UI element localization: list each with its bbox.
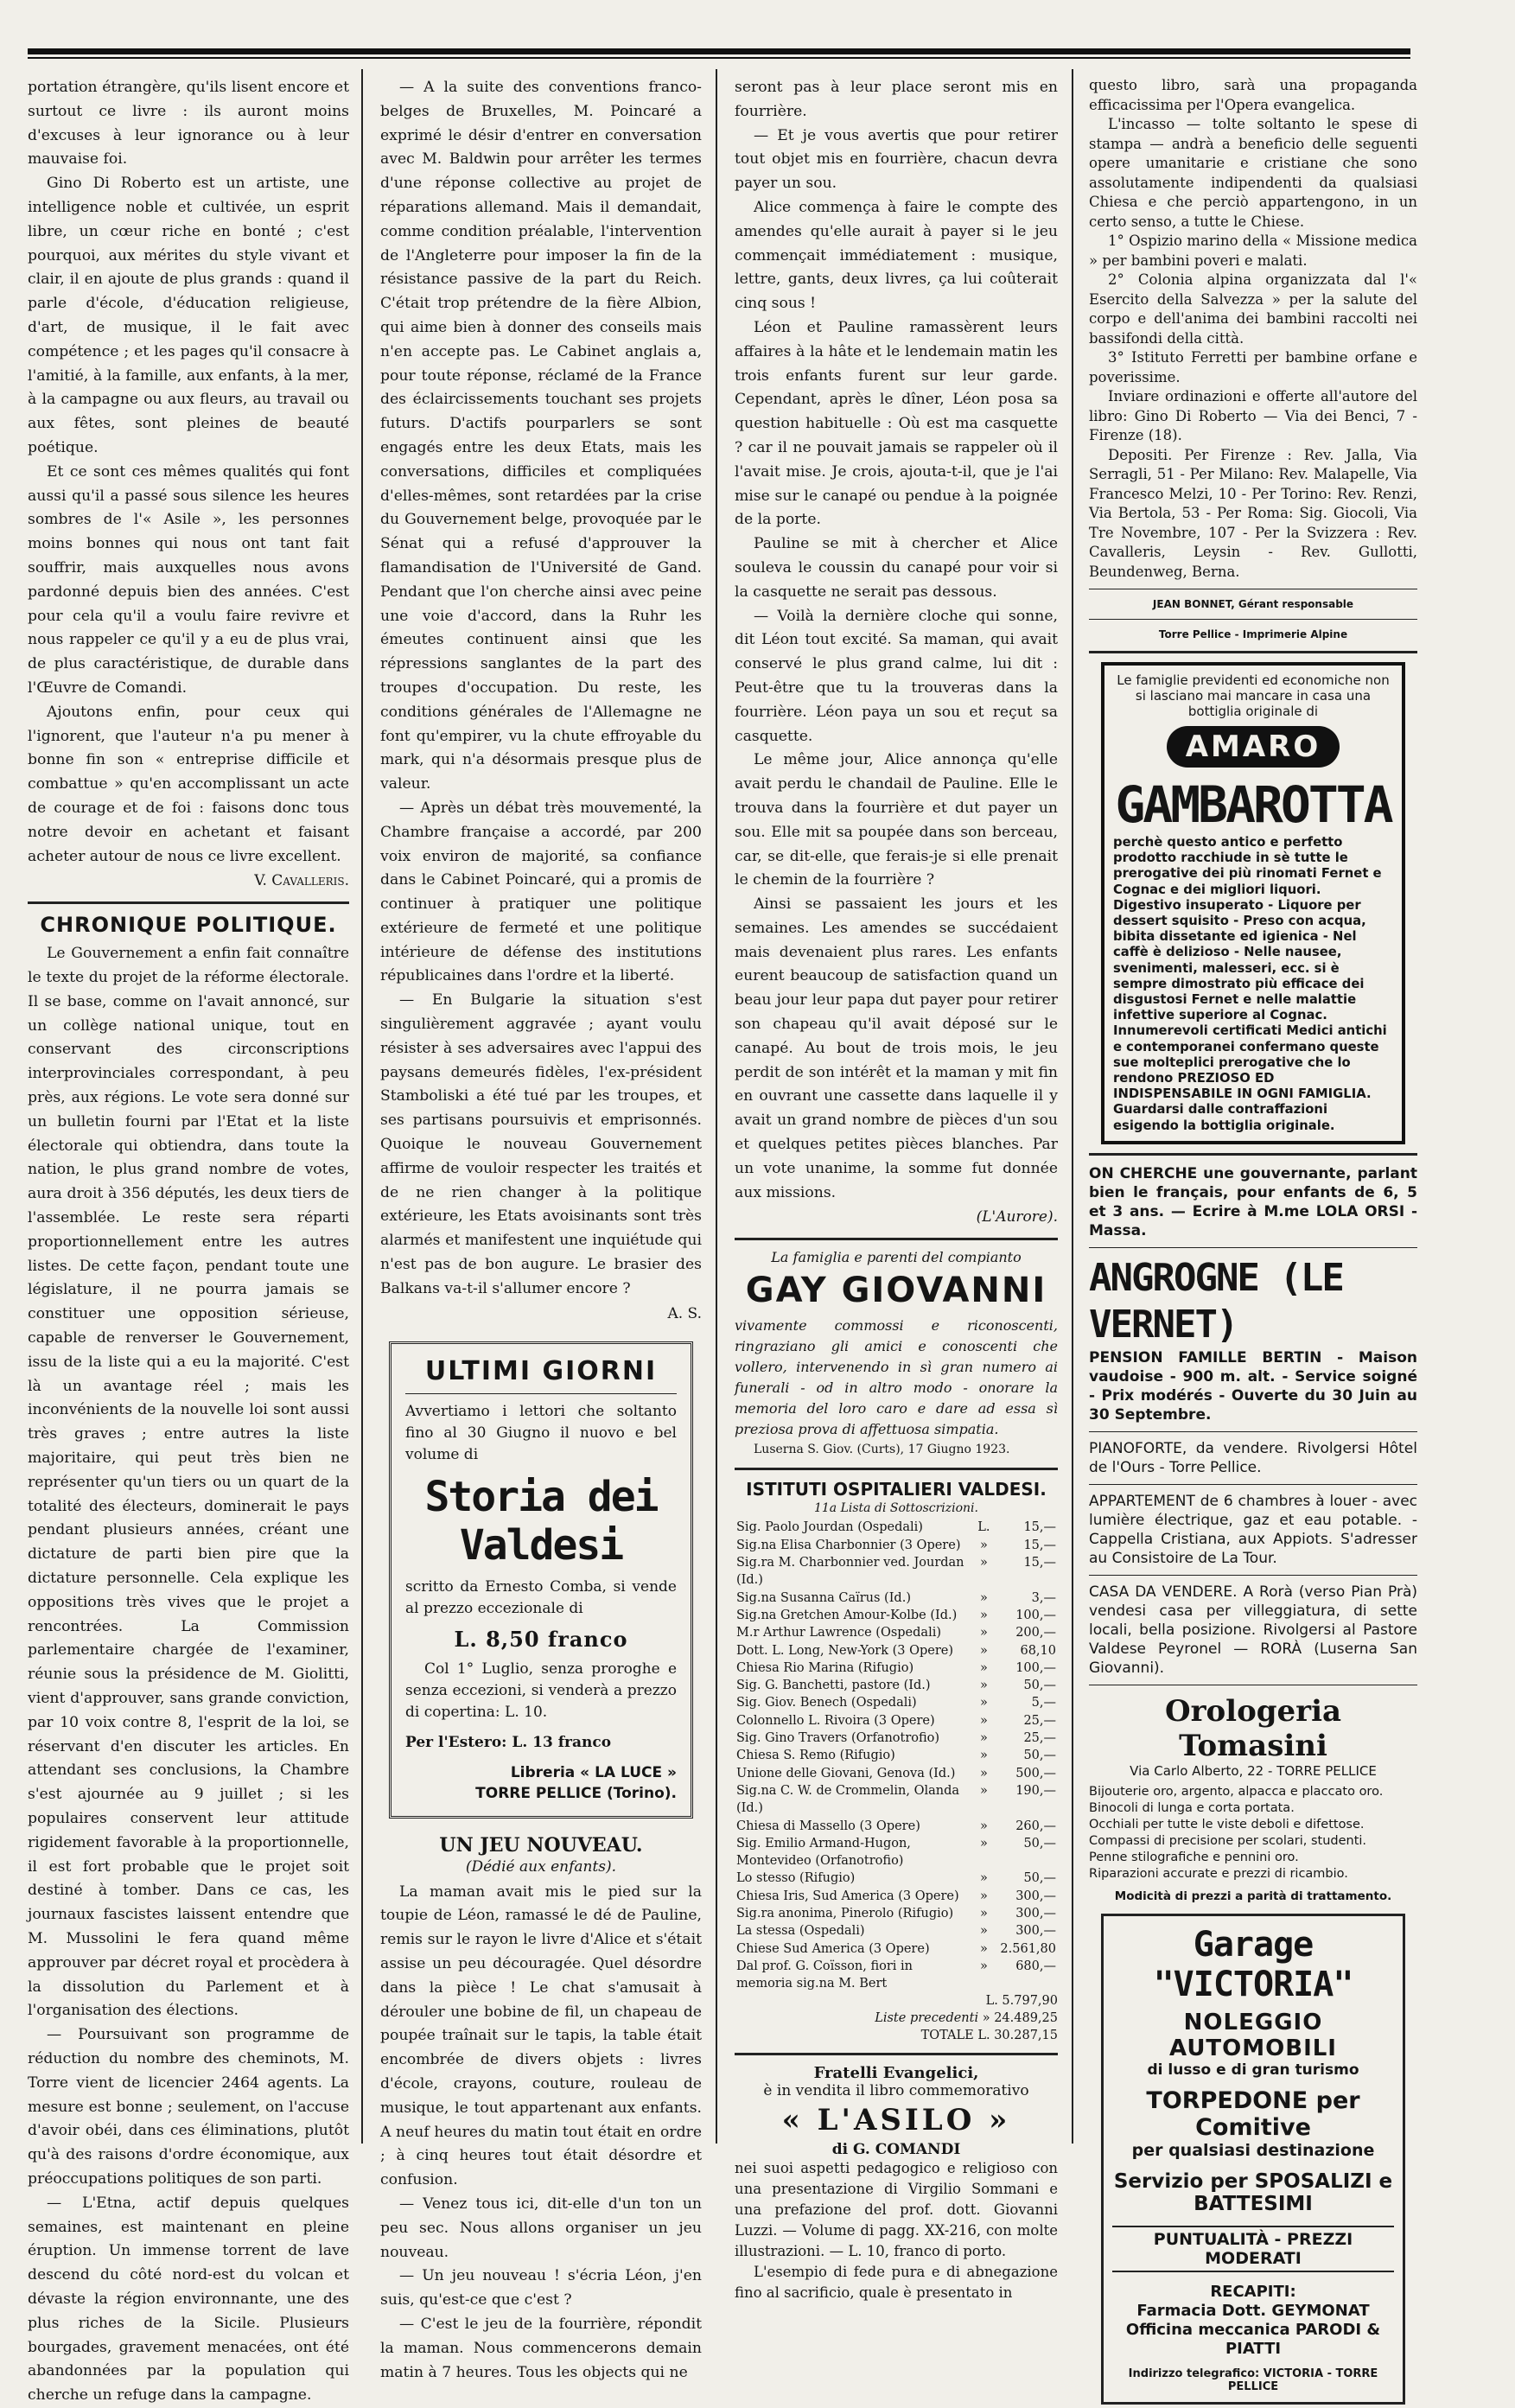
donor-cell: Sig.ra M. Charbonnier ved. Jourdan (Id.) [736,1556,964,1588]
book-author: di G. COMANDI [831,2141,961,2159]
paragraph: L'incasso — tolte soltanto le spese di stampa — andrà a beneficio delle seguenti opere umanitarie e cristiane che sono assolutamente indipendenti da qualsiasi Chiesa e che perciò appartengono, in un certo senso, a tutte le Chiese. [1089,116,1417,230]
table-row [735,1677,1058,1694]
table-row [735,1870,1058,1887]
currency-cell: » [979,1696,988,1710]
signature: A. S. [667,1304,702,1322]
table-row [735,1905,1058,1922]
currency-cell: L. [977,1520,990,1535]
currency-cell: » [979,1713,988,1728]
donor-cell: Chiese Sud America (3 Opere) [736,1941,930,1956]
donor-cell: Sig.na Gretchen Amour-Kolbe (Id.) [736,1608,958,1622]
amaro-ad [1101,662,1405,1144]
currency-cell: » [979,1731,988,1746]
paragraph: — En Bulgarie la situation s'est singulièrement aggravée ; ayant voulu résister à ses adversaires avec l'appui des paysans demeurés fidèles, l'ex-président Stamboliski a été tué par les troupes, et ses partisans poursuivis et emprisonnés. Quoique le nouveau Gouvernement affirme de vouloir respecter les traités et de ne rien changer à la politique extérieure, les Etats avoisinants sont très alarmés et manifestent une inquiétude qui n'est pas de bon augure. Le brasier des Balkans va-t-il s'allumer encore ? [380,991,702,1297]
table-row [735,1554,1058,1589]
paragraph: La maman avait mis le pied sur la toupie de Léon, ramassé le dé de Pauline, remis sur le rayon le livre d'Alice et s'était assise un peu découragée. Quel désordre dans la pièce ! Le chat s'amusait à dérouler une bobine de fil, un chapeau de poupée traînait sur le tapis, la table était encombrée de divers objets : livres d'école, crayons, couture, rouleau de musique, le tout appartenant aux enfants. A neuf heures du matin tout était en ordre ; à cinq heures tout était désordre et confusion. [380,1882,702,2189]
currency-cell: » [979,1626,988,1640]
table-row [735,1694,1058,1711]
donor-cell: Chiesa Rio Marina (Rifugio) [736,1660,914,1675]
ad-heading: Garage "VICTORIA" [1153,1924,1353,2004]
currency-cell: » [979,1538,988,1552]
total-label: TOTALE [920,2029,974,2043]
section-title: CHRONIQUE POLITIQUE. [40,913,337,938]
ad-appartement: APPARTEMENT de 6 chambres à louer - avec lumière électrique, gaz et eau potable. - Cappella Cristiana, aux Appiots. S'adresser au Consistoire de La Tour. [1089,1492,1417,1567]
ad-line: Occhiali per tutte le viste deboli e difettose. [1089,1817,1365,1831]
previous-lists-value: » 24.489,25 [982,2011,1058,2026]
table-row [735,1782,1058,1818]
currency-cell: » [979,1608,988,1622]
section-divider [1089,1153,1417,1156]
ad-text: scritto da Ernesto Comba, si vende al prezzo eccezionale di [405,1577,677,1617]
currency-cell: » [979,1819,988,1833]
amount-cell: 25,— [1023,1713,1056,1728]
donor-cell: Sig.na C. W. de Crommelin, Olanda (Id.) [736,1783,960,1816]
list-title: ISTITUTI OSPITALIERI VALDESI. [746,1479,1047,1500]
classified-ads [1089,1164,1417,1903]
ultimi-giorni-ad [389,1341,693,1819]
amount-cell: 15,— [1023,1538,1056,1552]
paragraph: Le Gouvernement a enfin fait connaître le texte du projet de la réforme électorale. Il se base, comme on l'avait annoncé, sur un collège national unique, tout en conservant des circonscriptions interprovinciales correspondant, à peu près, aux régions. Le vote sera donné sur un bulletin fourni par l'Etat et la liste électorale qui obtiendra, dans toute la nation, le plus grand nombre de votes, aura droit à 356 députés, les deux tiers de l'assemblée. Le reste sera réparti proportionnellement entre les autres listes. De cette façon, pendant toute une législature, il ne pourra jamais se constituer une opposition sérieuse, capable de renverser le Gouvernement, issu de la liste qui a eu la majorité. C'est là un avantage réel ; mais les inconvénients de la nouvelle loi sont aussi très graves ; entre autres la liste majoritaire, qui peut très bien ne représenter qu'un tiers ou un quart de la totalité des électeurs, dominerait le pays pendant plusieurs années, créant une dictature de parti bien pire que la dictature personnelle. Cela explique les oppositions très vives que le projet a rencontrées. La Commission parlementaire chargée de l'examiner, réunie sous la présidence de M. Giolitti, vient d'approuver, sans grande conviction, par 10 voix contre 8, l'esprit de la loi, se réservant d'en discuter les articles. En attendant ses conclusions, la Chambre s'est ajournée au 9 juillet ; si les populaires conservent leur attitude rigidement favorable à la proportionnelle, il est fort probable que le projet soit destiné à tomber. Dans ce cas, les journaux fascistes laissent entendre que M. Mussolini le fera quand même approuver par décret royal et procèdera à la dissolution du Parlement et à l'organisation des élections. [28,945,349,2020]
divider [1089,1484,1417,1485]
top-rule-thin [28,57,1410,59]
donor-cell: Sig.na Susanna Caïrus (Id.) [736,1590,911,1605]
table-row [735,1888,1058,1905]
paragraph: — Après un débat très mouvementé, la Chambre française a accordé, par 200 voix environ de majorité, sa confiance dans le Cabinet Poincaré, qui a promis de continuer à pratiquer une politique extérieure de fermeté et une politique intérieure de défense des institutions républicaines dans l'ordre et la liberté. [380,799,702,985]
amount-cell: 15,— [1023,1556,1056,1570]
obituary-place: Luserna S. Giov. (Curts), 17 Giugno 1923. [754,1443,1010,1457]
currency-cell: » [979,1749,988,1763]
section-divider [28,901,349,904]
amount-cell: 300,— [1015,1924,1056,1939]
amount-cell: 260,— [1015,1819,1056,1833]
top-rule [28,48,1410,54]
currency-cell: » [979,1643,988,1658]
paragraph: Gino Di Roberto est un artiste, une intelligence noble et cultivée, un esprit libre, un cœur riche en bonté ; c'est pourquoi, aux mérites du style vivant et clair, il en ajoute de plus grands : quand il parle d'école, d'éducation religieuse, d'art, de musique, il le fait avec compétence ; et les pages qu'il consacre à l'amitié, à la famille, aux enfants, à la mer, à la campagne ou aux fleurs, au travail ou aux fêtes, sont pleines de beauté poétique. [28,175,349,456]
section-divider [735,1238,1058,1240]
garage-victoria-ad [1101,1914,1405,2405]
currency-cell: » [979,1871,988,1886]
donor-cell: Colonnello L. Rivoira (3 Opere) [736,1713,935,1728]
paragraph: 2° Colonia alpina organizzata dal l'« Esercito della Salvezza » per la salute del corpo e dell'anima dei bambini raccolti nei bassifondi della città. [1089,271,1417,347]
currency-cell: » [979,1906,988,1921]
price: L. 8,50 franco [454,1626,628,1652]
currency-cell: » [979,1783,988,1798]
paragraph: Ajoutons enfin, pour ceux qui l'ignorent, que l'auteur n'a pu mener à bonne fin son « entreprise difficile et combattue » qu'en accomplissant un acte de courage et de foi : faisons donc tous notre devoir en achetant et faisant acheter autour de nous ce livre excellent. [28,703,349,865]
ad-line: di lusso e di gran turismo [1147,2061,1359,2079]
ad-line: Penne stilografiche e pennini oro. [1089,1850,1299,1864]
donor-cell: M.r Arthur Lawrence (Ospedali) [736,1626,941,1640]
paragraph: seront pas à leur place seront mis en fourrière. [735,79,1058,120]
ad-heading: Fratelli Evangelici, [813,2064,979,2083]
ad-line: TORPEDONE per Comitive [1146,2086,1360,2141]
brand-name: GAMBAROTTA [1115,775,1391,834]
ad-heading: ANGROGNE (LE VERNET) [1089,1255,1343,1347]
currency-cell: » [979,1941,988,1956]
paragraph: — Venez tous ici, dit-elle d'un ton un peu sec. Nous allons organiser un jeu nouveau. [380,2195,702,2261]
ad-text: nei suoi aspetti pedagogico e religioso con una presentazione di Virgilio Sommani e una prefazione del prof. dott. Giovanni Luzzi. — Volume di pagg. XX-216, con molte illustrazioni. — L. 10, franco di porto. [735,2160,1058,2260]
table-row [735,1712,1058,1730]
amount-cell: 50,— [1023,1749,1056,1763]
donor-cell: Dott. L. Long, New-York (3 Opere) [736,1643,954,1658]
price-abroad: Per l'Estero: L. 13 franco [405,1733,612,1751]
amount-cell: 300,— [1015,1889,1056,1903]
donor-cell: Unione delle Giovani, Genova (Id.) [736,1766,956,1781]
ad-heading: Orologeria Tomasini [1164,1693,1342,1763]
table-row [735,1589,1058,1607]
table-row [735,1765,1058,1782]
signature: V. Cavalleris. [254,872,349,890]
currency-cell: » [979,1590,988,1605]
ad-line: Officina meccanica PARODI & PIATTI [1125,2320,1381,2358]
donor-cell: Lo stesso (Rifugio) [736,1871,856,1886]
column-4 [1089,76,1417,2393]
book-title: « L'ASILO » [781,2103,1011,2138]
currency-cell: » [979,1679,988,1693]
ad-address: Via Carlo Alberto, 22 - TORRE PELLICE [1130,1762,1377,1779]
amount-cell: 5,— [1031,1696,1056,1710]
ad-text: è in vendita il libro commemorativo [763,2082,1029,2100]
paragraph: Et ce sont ces mêmes qualités qui font aussi qu'il a passé sous silence les heures sombres de l'« Asile », les personnes moins bonnes qui nous ont tant fait souffrir, mais auxquelles nous avons pardonné depuis bien des années. C'est pour cela qu'il a voulu faire revivre et nous rappeler ce qu'il y a eu de plus vrai, de plus caractéristique, de durable dans l'Œuvre de Comandi. [28,462,349,697]
publisher-line: JEAN BONNET, Gérant responsable [1152,598,1354,610]
paragraph: Alice commença à faire le compte des amendes qu'elle aurait à payer si le jeu commençait immédiatement : musique, lettre, gants, deux livres, ça lui coûterait cinq sous ! [735,198,1058,313]
paragraph: — A la suite des conventions franco-belges de Bruxelles, M. Poincaré a exprimé le désir d'entrer en conversation avec M. Baldwin pour arrêter les termes d'une réponse collective au projet de réparations allemand. Mais il demandait, comme condition préalable, l'intervention de l'Angleterre pour imposer la fin de la résistance passive de la part du Reich. C'était trop prétendre de la fière Albion, qui aime bien à donner des conseils mais n'en accepte pas. Le Cabinet anglais a, pour toute réponse, réclamé de la France des éclaircissements touchant ses projets futurs. D'actifs pourparlers se sont engagés entre les deux Etats, mais les conversations, difficiles et compliquées d'elles-mêmes, sont retardées par la crise du Gouvernement belge, provoquée par le Sénat qui a refusé d'approuver la flamandisation de l'Université de Gand. Pendant que l'on cherche ainsi avec peine une voie d'accord, dans la Ruhr les émeutes continuent ainsi que les répressions sanglantes de la part des troupes d'occupation. Du reste, les conditions générales de l'Allemagne ne font qu'empirer, vu la chute effroyable du mark, qui n'a désormais presque plus de valeur. [380,79,702,793]
donor-cell: Dal prof. G. Coïsson, fiori in memoria sig.na M. Bert [736,1959,913,1991]
divider [1089,1431,1417,1432]
ad-line: Servizio per SPOSALIZI e BATTESIMI [1113,2169,1393,2215]
currency-cell: » [979,1959,988,1973]
amount-cell: 200,— [1015,1626,1056,1640]
currency-cell: » [979,1889,988,1903]
donor-cell: Sig. G. Banchetti, pastore (Id.) [736,1679,931,1693]
paragraph: Le même jour, Alice annonça qu'elle avait perdu le chandail de Pauline. Elle le trouva dans la fourrière et dut payer un sou. Elle mit sa poupée dans son berceau, car, se dit-elle, que ferais-je si elle prenait le chemin de la fourrière ? [735,751,1058,889]
paragraph: — C'est le jeu de la fourrière, répondit la maman. Nous commencerons demain matin à 7 heures. Tous les objects qui ne [380,2315,702,2381]
paragraph: — Un jeu nouveau ! s'écria Léon, j'en suis, qu'est-ce que c'est ? [380,2267,702,2309]
currency-cell: » [979,1660,988,1675]
paragraph: portation étrangère, qu'ils lisent encore et surtout ce livre : ils auront moins d'excuses à leur ignorance ou à leur mauvaise foi. [28,79,349,169]
donor-cell: Sig. Gino Travers (Orfanotrofio) [736,1731,940,1746]
obituary-text: vivamente commossi e riconoscenti, ringraziano gli amici e conoscenti che vollero, intervenendo in sì gran numero ai funerali - od in altro modo - onorare la memoria del loro caro e dare ad essa sì preziosa prova di affettuosa simpatia. [735,1317,1058,1438]
amount-cell: 50,— [1023,1679,1056,1693]
ad-line: NOLEGGIO AUTOMOBILI [1169,2009,1337,2061]
ad-text: Col 1° Luglio, senza proroghe e senza eccezioni, si venderà a prezzo di copertina: L. 10. [405,1659,677,1721]
amount-cell: 3,— [1031,1590,1056,1605]
paragraph: — Et je vous avertis que pour retirer tout objet mis en fourrière, chacun devra payer un sou. [735,126,1058,193]
previous-lists [735,2010,1058,2027]
ad-casa: CASA DA VENDERE. A Rorà (verso Pian Prà) vendesi casa per villeggiatura, di sette locali, bella posizione. Rivolgersi al Pastore Valdese Peyronel — RORÀ (Luserna San Giovanni). [1089,1583,1417,1677]
paragraph: questo libro, sarà una propaganda efficacissima per l'Opera evangelica. [1089,77,1417,113]
paragraph: Léon et Pauline ramassèrent leurs affaires à la hâte et le lendemain matin les trois enfants furent sur leur garde. Cependant, après le dîner, Léon posa sa question habituelle : Où est ma casquette ? car il ne pouvait jamais se rappeler où il l'avait mise. Je crois, ajouta-t-il, que je l'ai mise sur le canapé ou pendue à la poignée de la porte. [735,318,1058,529]
paragraph: — L'Etna, actif depuis quelques semaines, est maintenant en pleine éruption. Un immense torrent de lave descend du côté nord-est du volcan et dévaste la région environnante, une des plus riches de la Sicile. Plusieurs bourgades, gravement menacées, ont été abandonnées par la population qui cherche un refuge dans la campagne. [28,2194,349,2405]
ad-text: Avvertiamo i lettori che soltanto fino al 30 Giugno il nuovo e bel volume di [405,1402,677,1463]
obituary-name: GAY GIOVANNI [745,1271,1047,1311]
paragraph: — Poursuivant son programme de réduction du nombre des cheminots, M. Torre vient de licencier 2464 agents. La mesure est bonne ; seulement, on l'accuse d'avoir obéi, dans ces éliminations, plutôt qu'à des raisons d'ordre économique, aux préoccupations politiques de son parti. [28,2026,349,2188]
column-divider [361,69,363,2144]
paragraph: Ainsi se passaient les jours et les semaines. Les amendes se succédaient mais devenaient plus rares. Les enfants eurent beaucoup de satisfaction quand un beau jour leur papa dut payer pour retirer son chapeau qu'il avait déposé sur le canapé. Au bout de trois mois, le jeu perdit de son intérêt et la maman y mit fin en ouvrant une cassette dans laquelle il y avait un grand nombre de pièces d'un sou et quelques petites pièces blanches. Par un vote unanime, la somme fut donnée aux missions. [735,895,1058,1201]
table-row [735,1922,1058,1940]
paragraph: Inviare ordinazioni e offerte all'autore del libro: Gino Di Roberto — Via dei Benci, 7 - Firenze (18). [1089,388,1417,443]
currency-cell: » [979,1836,988,1851]
signature: (L'Aurore). [976,1208,1058,1226]
ad-gouvernante: ON CHERCHE une gouvernante, parlant bien le français, pour enfants de 6, 5 et 3 ans. — Ecrire à M.me LOLA ORSI - Massa. [1089,1164,1417,1239]
currency-cell: » [979,1766,988,1781]
subtotal: L. 5.797,90 [985,1994,1058,2009]
donor-cell: Sig.ra anonima, Pinerolo (Rifugio) [736,1906,954,1921]
paragraph: Pauline se mit à chercher et Alice souleva le coussin du canapé pour voir si la casquette ne serait pas dessous. [735,535,1058,601]
paragraph: Depositi. Per Firenze : Rev. Jalla, Via Serragli, 51 - Per Milano: Rev. Malapelle, Via Francesco Melzi, 10 - Per Torino: Rev. Renzi, Via Bertola, 53 - Per Roma: Sig. Giocoli, Via Tre Novembre, 107 - Per la Svizzera : Rev. Cavalleris, Leysin - Rev. Gullotti, Beundenweg, Berna. [1089,446,1417,580]
section-divider [1089,651,1417,653]
divider [405,1393,677,1394]
donor-cell: Sig.na Elisa Charbonnier (3 Opere) [736,1538,961,1552]
paragraph: — Voilà la dernière cloche qui sonne, dit Léon tout excité. Sa maman, qui avait conservé le plus grand calme, lui dit : Peut-être que tu la trouveras dans la fourrière. Léon paya un sou et reçut sa casquette. [735,607,1058,745]
amount-cell: 100,— [1015,1660,1056,1675]
donor-cell: Chiesa Iris, Sud America (3 Opere) [736,1889,959,1903]
table-row [735,1537,1058,1554]
total-value: L. 30.287,15 [977,2029,1058,2043]
paragraph: 3° Istituto Ferretti per bambine orfane e poverissime. [1089,349,1417,385]
amount-cell: 50,— [1023,1871,1056,1886]
ad-line: Compassi di precisione per scolari, studenti. [1089,1833,1367,1848]
column-divider [1072,69,1073,2144]
ad-line: RECAPITI: [1210,2282,1296,2301]
amount-cell: 500,— [1015,1766,1056,1781]
store-city: TORRE PELLICE (Torino). [475,1784,677,1802]
amount-cell: 100,— [1015,1608,1056,1622]
ad-line: PUNTUALITÀ - PREZZI MODERATI [1112,2226,1394,2272]
donor-cell: Chiesa di Massello (3 Opere) [736,1819,920,1833]
ad-pianoforte: PIANOFORTE, da vendere. Rivolgersi Hôtel de l'Ours - Torre Pellice. [1089,1439,1417,1476]
amount-cell: 15,— [1023,1520,1056,1535]
column-divider [716,69,717,2144]
story-dedication: (Dédié aux enfants). [465,1857,617,1876]
table-row [735,1835,1058,1870]
amaro-label: AMARO [1167,726,1340,768]
paragraph: 1° Ospizio marino della « Missione medica » per bambini poveri e malati. [1089,233,1417,269]
section-divider [735,1468,1058,1470]
divider [1089,1575,1417,1576]
column-2 [380,76,702,2381]
list-subtitle: 11a Lista di Sottoscrizioni. [813,1501,978,1516]
previous-lists-label: Liste precedenti [875,2011,979,2026]
total [735,2027,1058,2044]
column-1 [28,76,349,2405]
ad-heading: ULTIMI GIORNI [424,1355,658,1386]
currency-cell: » [979,1924,988,1939]
subscription-table [735,1519,1058,1992]
donor-cell: La stessa (Ospedali) [736,1924,865,1939]
table-row [735,1642,1058,1659]
ad-pension: PENSION FAMILLE BERTIN - Maison vaudoise - 900 m. alt. - Service soigné - Prix modérés - Ouverte du 30 Juin au 30 Septembre. [1089,1348,1417,1424]
amount-cell: 300,— [1015,1906,1056,1921]
donor-cell: Sig. Emilio Armand-Hugon, Montevideo (Orfanotrofio) [736,1836,911,1869]
table-row [735,1818,1058,1835]
donor-cell: Chiesa S. Remo (Rifugio) [736,1749,895,1763]
table-row [735,1747,1058,1764]
amount-cell: 680,— [1015,1959,1056,1973]
section-divider [735,2053,1058,2055]
obituary-intro: La famiglia e parenti del compianto [771,1249,1022,1266]
table-row [735,1940,1058,1958]
table-row [735,1730,1058,1747]
ad-text: Le famiglie previdenti ed economiche non si lasciano mai mancare in casa una bottiglia originale di [1117,672,1390,719]
ad-line: Riparazioni accurate e prezzi di ricambio. [1089,1866,1348,1881]
divider [1089,1247,1417,1248]
amount-cell: 25,— [1023,1731,1056,1746]
ad-line: Binocoli di lunga e corta portata. [1089,1800,1295,1815]
amount-cell: 50,— [1023,1836,1056,1851]
divider [1089,619,1417,620]
table-row [735,1659,1058,1677]
table-row [735,1624,1058,1641]
ad-text: L'esempio di fede pura e di abnegazione fino al sacrificio, quale è presentato in [735,2264,1058,2302]
ad-line: Bijouterie oro, argento, alpacca e placcato oro. [1089,1784,1384,1799]
amount-cell: 2.561,80 [1000,1941,1056,1956]
amount-cell: 190,— [1015,1783,1056,1798]
table-row [735,1607,1058,1624]
ad-text: perchè questo antico e perfetto prodotto racchiude in sè tutte le prerogative dei più rinomati Fernet e Cognac e dei migliori liquori. Digestivo insuperato - Liquore per dessert squisito - Preso con acqua, bibita dissetante ed igienica - Nel caffè è delizioso - Nelle nausee, svenimenti, malesseri, ecc. si è sempre dimostrato più efficace dei disgustosi Fernet e nelle malattie infettive superiore al Cognac. Innumerevoli certificati Medici antichi e contemporanei confermano queste sue molteplici prerogative che lo rendono PREZIOSO ED INDISPENSABILE IN OGNI FAMIGLIA. Guardarsi dalle contraffazioni esigendo la bottiglia originale. [1113,835,1387,1133]
table-row [735,1519,1058,1536]
column-3 [735,76,1058,2302]
ad-line: per qualsiasi destinazione [1131,2140,1375,2160]
printer-line: Torre Pellice - Imprimerie Alpine [1158,628,1348,640]
ad-line: Indirizzo telegrafico: VICTORIA - TORRE PELLICE [1128,2367,1378,2393]
amount-cell: 68,10 [1020,1643,1056,1658]
ad-footer: Modicità di prezzi a parità di trattamento. [1114,1889,1392,1903]
donor-cell: Sig. Giov. Benech (Ospedali) [736,1696,917,1710]
book-title: Storia dei Valdesi [424,1472,658,1570]
table-row [735,1958,1058,1993]
story-title: UN JEU NOUVEAU. [439,1833,643,1857]
donor-cell: Sig. Paolo Jourdan (Ospedali) [736,1520,923,1535]
ad-line: Farmacia Dott. GEYMONAT [1136,2301,1370,2320]
store-name: Libreria « LA LUCE » [510,1763,677,1781]
currency-cell: » [979,1556,988,1570]
